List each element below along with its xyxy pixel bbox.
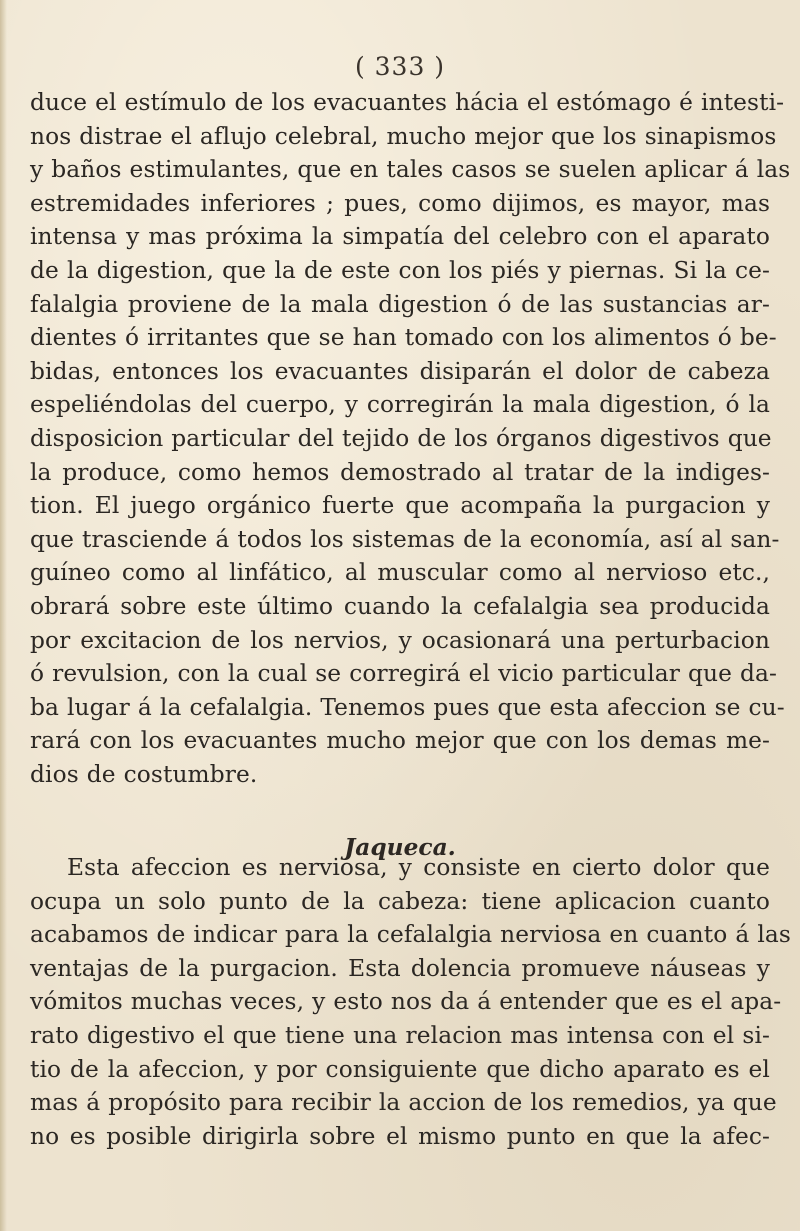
text-line: duce el estímulo de los evacuantes hácia el estómago é intesti- [30,89,785,116]
text-line: la produce, como hemos demostrado al tratar de la indiges- [30,458,770,486]
section-heading: Jaqueca. [344,834,456,862]
text-line: intensa y mas próxima la simpatía del celebro con el aparato [30,223,770,251]
text-line: de la digestion, que la de este con los piés y piernas. Si la ce- [30,256,770,284]
text-line: espeliéndolas del cuerpo, y corregirán la mala digestion, ó la [30,391,770,419]
text-line: obrará sobre este último cuando la cefalalgia sea producida [30,592,770,620]
text-line: que trasciende á todos los sistemas de la economía, así al san- [30,525,780,553]
text-line: vómitos muchas veces, y esto nos da á entender que es el apa- [30,988,782,1016]
text-line: bidas, entonces los evacuantes disiparán el dolor de cabeza [30,357,770,385]
text-line: guíneo como al linfático, al muscular como al nervioso etc., [30,559,770,587]
paragraph-cefalalgia [30,86,791,791]
text-line: Esta afeccion es nerviosa, y consiste en cierto dolor que [67,854,770,881]
text-line: falalgia proviene de la mala digestion ó de las sustancias ar- [30,290,770,318]
text-line: nos distrae el aflujo celebral, mucho mejor que los sinapismos [30,122,777,150]
text-line: no es posible dirigirla sobre el mismo punto en que la afec- [30,1122,770,1150]
page-left-edge [0,0,7,1231]
text-line: dios de costumbre. [30,760,258,788]
text-line: ba lugar á la cefalalgia. Tenemos pues que esta afeccion se cu- [30,693,785,721]
paragraph-jaqueca [30,851,791,1153]
text-line: por excitacion de los nervios, y ocasionará una perturbacion [30,626,770,654]
text-line: ocupa un solo punto de la cabeza: tiene aplicacion cuanto [30,887,770,915]
text-line: dientes ó irritantes que se han tomado con los alimentos ó be- [30,324,777,352]
text-line: disposicion particular del tejido de los órganos digestivos que [30,424,772,452]
page-number: ( 333 ) [354,52,446,81]
text-line: tion. El juego orgánico fuerte que acompaña la purgacion y [30,492,770,520]
text-line: rará con los evacuantes mucho mejor que con los demas me- [30,727,770,755]
text-line: y baños estimulantes, que en tales casos se suelen aplicar á las [30,156,791,184]
text-line: acabamos de indicar para la cefalalgia nerviosa en cuanto á las [30,921,791,949]
text-line: estremidades inferiores ; pues, como dijimos, es mayor, mas [30,189,770,217]
text-line: mas á propósito para recibir la accion de los remedios, ya que [30,1089,777,1117]
text-line: tio de la afeccion, y por consiguiente que dicho aparato es el [30,1055,770,1083]
text-line: ó revulsion, con la cual se corregirá el vicio particular que da- [30,660,777,688]
text-line: ventajas de la purgacion. Esta dolencia promueve náuseas y [30,954,770,982]
text-line: rato digestivo el que tiene una relacion mas intensa con el si- [30,1021,770,1049]
